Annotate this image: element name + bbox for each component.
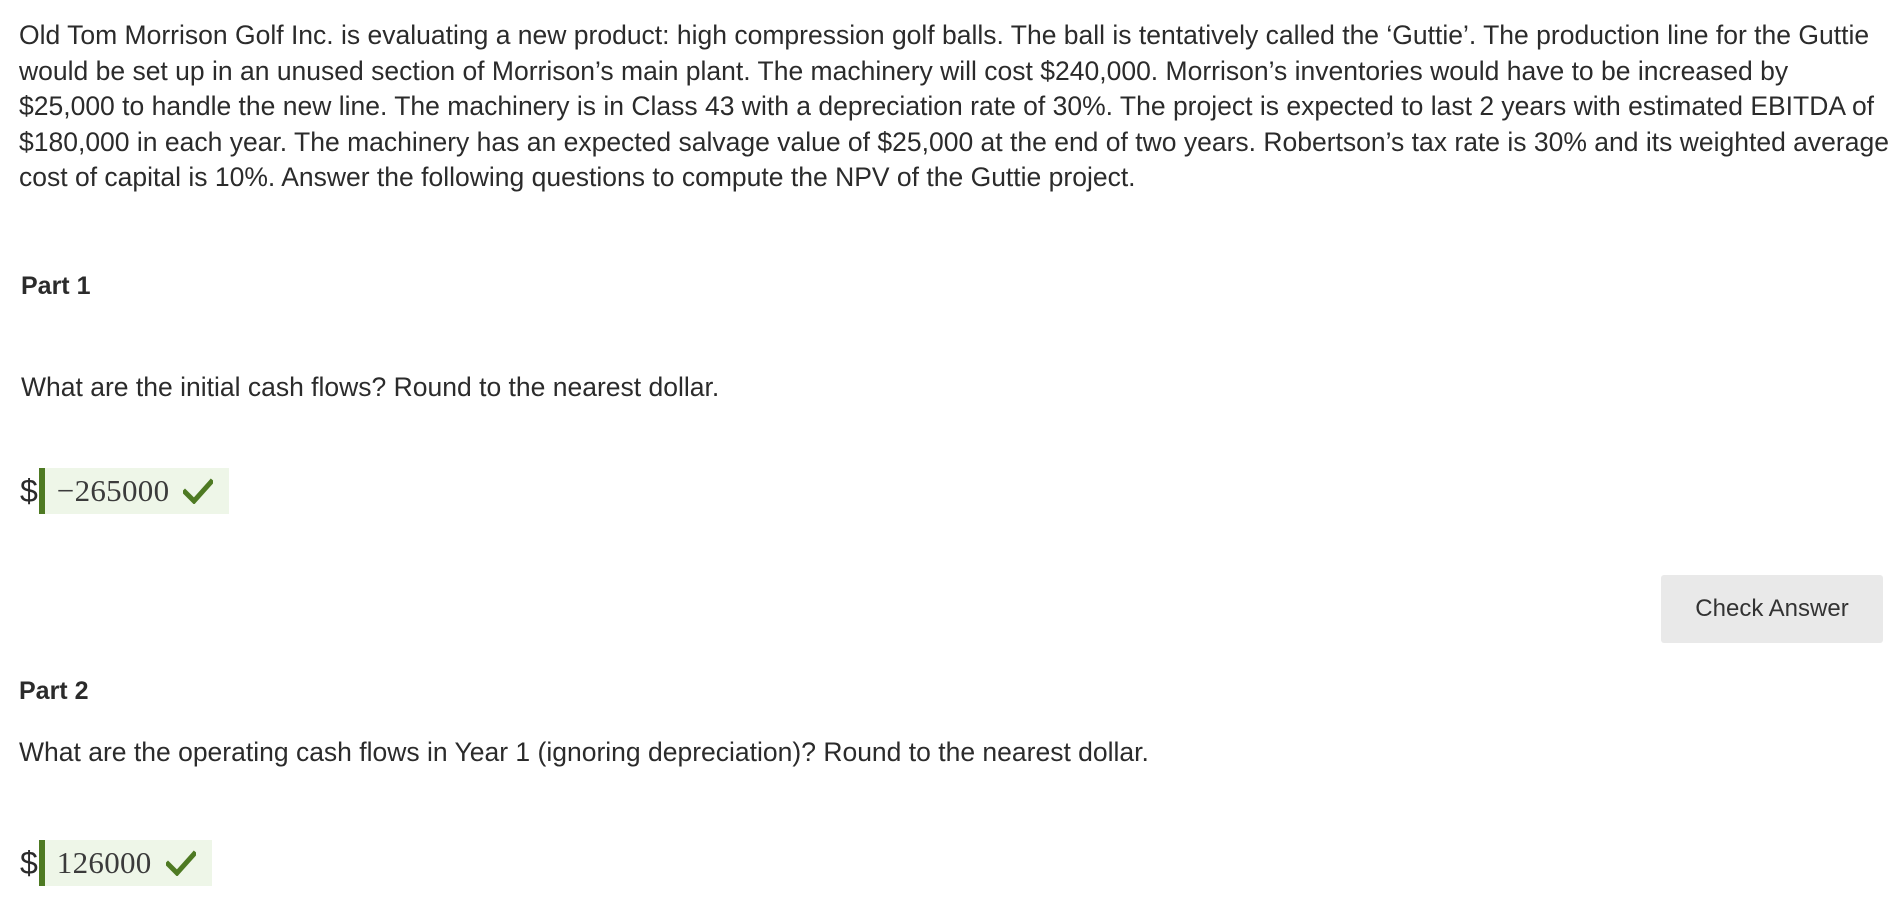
problem-statement: Old Tom Morrison Golf Inc. is evaluating a new product: high compression golf balls. The ball is tentatively called the ‘Guttie’. The production line for the Guttie would be set up in an unused section of Morrison’s main plant. The machinery will cost $240,000. Morrison’s inventories would have to be increased by $25,000 to handle the new line. The machinery is in Class 43 with a depreciation rate of 30%. The project is expected to last 2 years with estimated EBITDA of $180,000 in each year. The machinery has an expected salvage value of $25,000 at the end of two years. Robertson’s tax rate is 30% and its weighted average cost of capital is 10%. Answer the following questions to compute the NPV of the Guttie project. (19, 20, 1889, 192)
part-2-answer-input[interactable] (39, 840, 212, 886)
part-1-answer-input[interactable] (39, 468, 230, 514)
check-mark-icon (183, 476, 213, 506)
currency-symbol: $ (20, 473, 38, 509)
check-mark-icon (166, 848, 196, 878)
part-2-heading: Part 2 (19, 677, 89, 705)
part-1-question: What are the initial cash flows? Round to the nearest dollar. (21, 372, 720, 402)
part-2-answer-row (20, 840, 212, 886)
part-1-answer-row (20, 468, 229, 514)
part-2-answer-value: 126000 (56, 845, 152, 880)
check-answer-button[interactable]: Check Answer (1661, 575, 1883, 643)
part-1-heading: Part 1 (21, 272, 91, 300)
currency-symbol: $ (20, 845, 38, 881)
part-2-question: What are the operating cash flows in Year 1 (ignoring depreciation)? Round to the nearest dollar. (19, 737, 1149, 767)
part-1-answer-value: −265000 (56, 473, 170, 508)
